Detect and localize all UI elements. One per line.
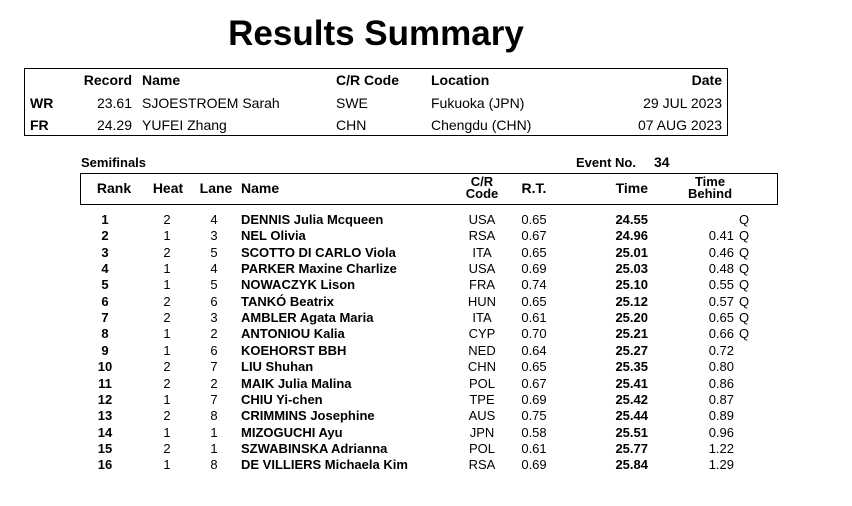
heat-cell: 1	[163, 391, 171, 407]
record-holder-name: SJOESTROEM Sarah	[142, 95, 280, 111]
heat-cell: 2	[163, 244, 171, 260]
lane-cell: 1	[210, 424, 218, 440]
qualified-marker: Q	[739, 310, 750, 326]
country-code: RSA	[468, 228, 496, 244]
athlete-name: ANTONIOU Kalia	[241, 326, 345, 342]
table-row	[0, 441, 852, 457]
records-header-location: Location	[431, 72, 490, 88]
col-header-behind-line2: Behind	[687, 186, 733, 201]
finish-time: 25.51	[615, 424, 648, 440]
athlete-name: TANKÓ Beatrix	[241, 293, 334, 309]
qualified-marker: Q	[739, 261, 750, 277]
col-header-code-line2: Code	[465, 186, 499, 201]
country-code: HUN	[467, 293, 497, 309]
page-title: Results Summary	[228, 14, 524, 53]
col-header-code	[460, 176, 504, 200]
athlete-name: CHIU Yi-chen	[241, 391, 323, 407]
country-code: POL	[468, 440, 495, 456]
time-behind: 1.22	[708, 440, 734, 456]
lane-cell: 5	[210, 277, 218, 293]
heat-cell: 2	[163, 212, 171, 227]
col-header-rt: R.T.	[521, 180, 547, 196]
table-row	[0, 261, 852, 277]
athlete-name: NEL Olivia	[241, 228, 306, 244]
col-header-time-behind	[680, 176, 740, 200]
rank-cell: 14	[97, 424, 113, 440]
finish-time: 25.41	[615, 375, 648, 391]
country-code: NED	[468, 342, 496, 358]
qualified-marker: Q	[739, 277, 750, 293]
reaction-time: 0.61	[521, 310, 547, 326]
rank-cell: 1	[101, 212, 109, 227]
rank-cell: 15	[97, 440, 113, 456]
rank-cell: 4	[101, 261, 109, 277]
record-holder-name: YUFEI Zhang	[142, 117, 227, 133]
col-header-lane: Lane	[199, 180, 233, 196]
table-row	[0, 294, 852, 310]
finish-time: 25.84	[615, 457, 648, 473]
time-behind: 0.72	[708, 342, 734, 358]
athlete-name: MIZOGUCHI Ayu	[241, 424, 343, 440]
finish-time: 25.27	[615, 342, 648, 358]
time-behind: 0.96	[708, 424, 734, 440]
reaction-time: 0.74	[521, 277, 547, 293]
qualified-marker: Q	[739, 293, 750, 309]
record-country-code: CHN	[336, 117, 367, 133]
reaction-time: 0.67	[521, 228, 547, 244]
athlete-name: DE VILLIERS Michaela Kim	[241, 457, 408, 473]
event-number: 34	[654, 154, 670, 170]
athlete-name: DENNIS Julia Mcqueen	[241, 212, 384, 227]
finish-time: 25.01	[615, 244, 648, 260]
reaction-time: 0.64	[521, 342, 547, 358]
rank-cell: 12	[97, 391, 113, 407]
lane-cell: 1	[210, 440, 218, 456]
country-code: POL	[468, 375, 495, 391]
rank-cell: 2	[101, 228, 109, 244]
round-label: Semifinals	[81, 155, 147, 170]
finish-time: 24.55	[615, 212, 648, 227]
time-behind: 0.55	[708, 277, 734, 293]
heat-cell: 1	[163, 457, 171, 473]
time-behind: 0.65	[708, 310, 734, 326]
record-location: Chengdu (CHN)	[431, 117, 532, 133]
heat-cell: 1	[163, 342, 171, 358]
reaction-time: 0.69	[521, 261, 547, 277]
table-row	[0, 228, 852, 244]
athlete-name: MAIK Julia Malina	[241, 375, 352, 391]
reaction-time: 0.61	[521, 440, 547, 456]
heat-cell: 1	[163, 326, 171, 342]
time-behind: 0.66	[708, 326, 734, 342]
lane-cell: 2	[210, 326, 218, 342]
lane-cell: 3	[210, 310, 218, 326]
record-location: Fukuoka (JPN)	[431, 95, 525, 111]
heat-cell: 2	[163, 440, 171, 456]
time-behind: 0.89	[708, 408, 734, 424]
col-header-rank: Rank	[96, 180, 132, 196]
country-code: CHN	[467, 359, 497, 375]
col-header-name: Name	[241, 180, 280, 196]
reaction-time: 0.70	[521, 326, 547, 342]
country-code: ITA	[472, 244, 492, 260]
col-header-code-line1: C/R	[470, 174, 494, 189]
reaction-time: 0.65	[521, 293, 547, 309]
athlete-name: LIU Shuhan	[241, 359, 314, 375]
heat-cell: 1	[163, 424, 171, 440]
table-row	[0, 310, 852, 326]
time-behind: 0.87	[708, 391, 734, 407]
athlete-name: AMBLER Agata Maria	[241, 310, 374, 326]
qualified-marker: Q	[739, 212, 750, 227]
lane-cell: 2	[210, 375, 218, 391]
records-header-date: Date	[691, 72, 722, 88]
record-country-code: SWE	[336, 95, 368, 111]
time-behind: 0.46	[708, 244, 734, 260]
heat-cell: 2	[163, 408, 171, 424]
heat-cell: 2	[163, 359, 171, 375]
country-code: JPN	[469, 424, 495, 440]
lane-cell: 4	[210, 212, 218, 227]
country-code: ITA	[472, 310, 492, 326]
finish-time: 25.12	[615, 293, 648, 309]
country-code: RSA	[468, 457, 496, 473]
athlete-name: SZWABINSKA Adrianna	[241, 440, 388, 456]
table-row	[0, 425, 852, 441]
athlete-name: KOEHORST BBH	[241, 342, 347, 358]
reaction-time: 0.69	[521, 391, 547, 407]
time-behind: 0.86	[708, 375, 734, 391]
heat-cell: 2	[163, 293, 171, 309]
table-row	[0, 212, 852, 228]
country-code: CYP	[468, 326, 496, 342]
rank-cell: 9	[101, 342, 109, 358]
lane-cell: 6	[210, 342, 218, 358]
lane-cell: 5	[210, 244, 218, 260]
record-date: 29 JUL 2023	[643, 95, 722, 111]
finish-time: 25.44	[615, 408, 648, 424]
table-row	[0, 392, 852, 408]
lane-cell: 4	[210, 261, 218, 277]
record-type-fr: FR	[30, 117, 49, 133]
rank-cell: 5	[101, 277, 109, 293]
heat-cell: 2	[163, 375, 171, 391]
finish-time: 25.77	[615, 440, 648, 456]
reaction-time: 0.69	[521, 457, 547, 473]
table-row	[0, 457, 852, 473]
records-header-code: C/R Code	[336, 72, 399, 88]
country-code: TPE	[469, 391, 495, 407]
reaction-time: 0.65	[521, 244, 547, 260]
athlete-name: SCOTTO DI CARLO Viola	[241, 244, 396, 260]
heat-cell: 1	[163, 261, 171, 277]
rank-cell: 11	[98, 375, 112, 391]
qualified-marker: Q	[739, 228, 750, 244]
event-number-label: Event No.	[576, 155, 636, 170]
rank-cell: 16	[97, 457, 113, 473]
time-behind: 0.48	[708, 261, 734, 277]
heat-cell: 1	[163, 277, 171, 293]
reaction-time: 0.65	[521, 212, 547, 227]
qualified-marker: Q	[739, 244, 750, 260]
reaction-time: 0.65	[521, 359, 547, 375]
finish-time: 25.10	[615, 277, 648, 293]
country-code: USA	[468, 212, 496, 227]
table-row	[0, 359, 852, 375]
reaction-time: 0.75	[521, 408, 547, 424]
finish-time: 25.35	[615, 359, 648, 375]
reaction-time: 0.67	[521, 375, 547, 391]
rank-cell: 13	[97, 408, 113, 424]
country-code: FRA	[469, 277, 495, 293]
records-header-name: Name	[142, 72, 181, 88]
rank-cell: 10	[97, 359, 113, 375]
time-behind: 0.57	[708, 293, 734, 309]
athlete-name: CRIMMINS Josephine	[241, 408, 375, 424]
country-code: USA	[468, 261, 496, 277]
col-header-behind-line1: Time	[694, 174, 726, 189]
heat-cell: 1	[163, 228, 171, 244]
records-header-record: Record	[83, 72, 132, 88]
time-behind: 0.41	[708, 228, 734, 244]
time-behind: 0.80	[708, 359, 734, 375]
table-row	[0, 408, 852, 424]
athlete-name: NOWACZYK Lison	[241, 277, 356, 293]
record-value: 23.61	[96, 95, 132, 111]
lane-cell: 7	[210, 391, 218, 407]
rank-cell: 6	[101, 293, 109, 309]
record-value: 24.29	[96, 117, 132, 133]
lane-cell: 6	[210, 293, 218, 309]
col-header-time: Time	[615, 180, 648, 196]
lane-cell: 3	[210, 228, 218, 244]
rank-cell: 3	[101, 244, 109, 260]
table-row	[0, 343, 852, 359]
country-code: AUS	[468, 408, 496, 424]
athlete-name: PARKER Maxine Charlize	[241, 261, 397, 277]
record-date: 07 AUG 2023	[637, 117, 722, 133]
record-type-wr: WR	[30, 95, 54, 111]
qualified-marker: Q	[739, 326, 750, 342]
table-row	[0, 245, 852, 261]
finish-time: 24.96	[615, 228, 648, 244]
lane-cell: 8	[210, 408, 218, 424]
finish-time: 25.03	[615, 261, 648, 277]
lane-cell: 7	[210, 359, 218, 375]
lane-cell: 8	[210, 457, 218, 473]
finish-time: 25.21	[615, 326, 648, 342]
col-header-heat: Heat	[152, 180, 184, 196]
table-row	[0, 277, 852, 293]
finish-time: 25.20	[615, 310, 648, 326]
reaction-time: 0.58	[521, 424, 547, 440]
table-row	[0, 326, 852, 342]
time-behind: 1.29	[708, 457, 734, 473]
rank-cell: 8	[101, 326, 109, 342]
heat-cell: 2	[163, 310, 171, 326]
table-row	[0, 376, 852, 392]
rank-cell: 7	[101, 310, 109, 326]
finish-time: 25.42	[615, 391, 648, 407]
